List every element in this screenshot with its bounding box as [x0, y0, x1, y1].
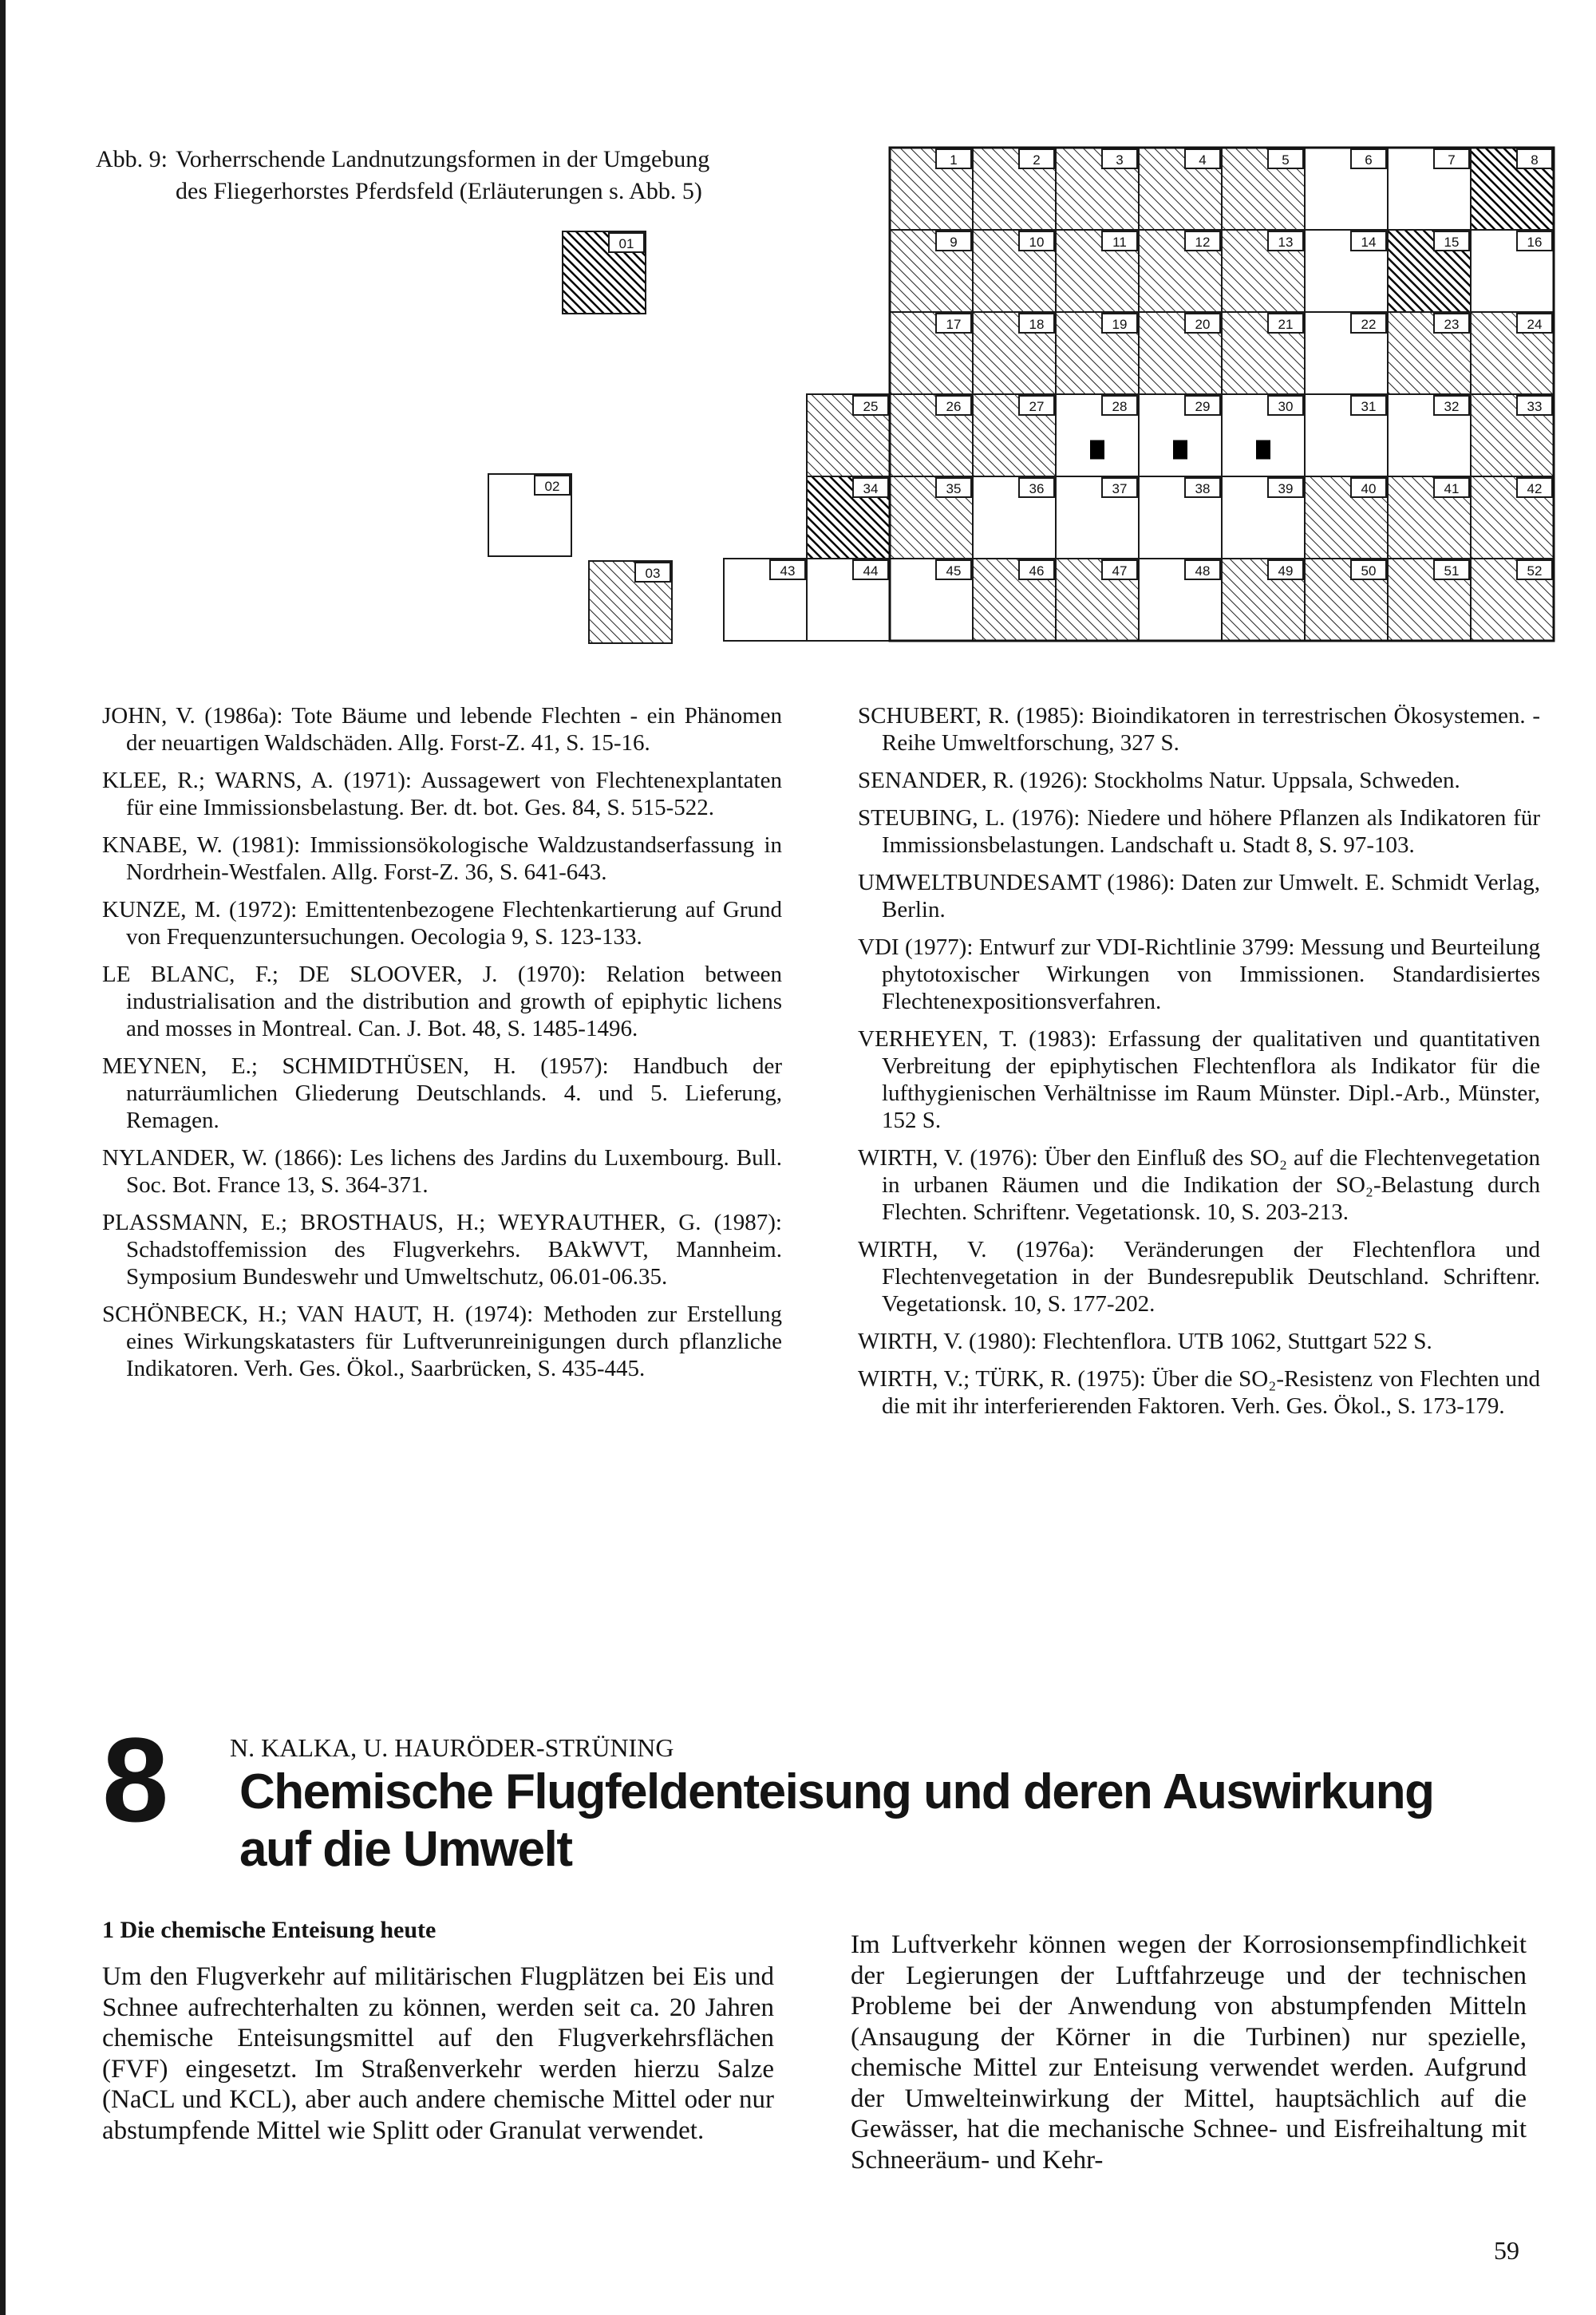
map-cell [589, 561, 672, 643]
map-cell [807, 476, 890, 559]
map-cell-number: 9 [950, 235, 958, 250]
map-cell [1139, 559, 1222, 641]
map-cell-number: 7 [1448, 152, 1456, 168]
map-cell-number: 11 [1112, 235, 1127, 250]
map-cell-number: 34 [863, 481, 879, 496]
map-cell [1056, 230, 1139, 312]
map-cell [1305, 559, 1388, 641]
map-cell-number: 46 [1029, 563, 1045, 579]
reference-entry: SCHUBERT, R. (1985): Bioindikatoren in terrestrischen Ökosystemen. - Reihe Umweltforschung, 327 S. [858, 703, 1540, 756]
map-cell [973, 476, 1056, 559]
reference-entry: NYLANDER, W. (1866): Les lichens des Jardins du Luxembourg. Bull. Soc. Bot. France 13, S. 364-371. [102, 1145, 782, 1198]
reference-entry: WIRTH, V. (1980): Flechtenflora. UTB 1062, Stuttgart 522 S. [858, 1329, 1432, 1354]
reference-entry: VDI (1977): Entwurf zur VDI-Richtlinie 3799: Messung und Beurteilung phytotoxischer Wirkungen von Immissionen. Standardisiertes Flechtenexpositionsverfahren. [858, 934, 1540, 1014]
map-cell-number: 6 [1365, 152, 1373, 168]
map-cell-number: 27 [1029, 399, 1045, 414]
chapter-authors: N. KALKA, U. HAURÖDER-STRÜNING [230, 1733, 674, 1762]
map-cell [890, 312, 973, 394]
map-cell-marker [1173, 440, 1187, 460]
map-cell [1056, 148, 1139, 230]
map-cell [1471, 312, 1554, 394]
reference-entry: MEYNEN, E.; SCHMIDTHÜSEN, H. (1957): Handbuch der naturräumlichen Gliederung Deutschlands. 4. und 5. Lieferung, Remagen. [102, 1053, 782, 1133]
map-cell-number: 45 [946, 563, 962, 579]
map-cell [563, 231, 646, 314]
chapter-title-line-1: Chemische Flugfeldenteisung und deren Auswirkung [239, 1764, 1434, 1819]
reference-entry: STEUBING, L. (1976): Niedere und höhere Pflanzen als Indikatoren für Immissionsbelastungen. Landschaft u. Stadt 8, S. 97-103. [858, 805, 1540, 858]
reference-entry: KUNZE, M. (1972): Emittentenbezogene Flechtenkartierung auf Grund von Frequenzuntersuchungen. Oecologia 9, S. 123-133. [102, 897, 782, 950]
map-cell-number: 35 [946, 481, 962, 496]
map-cell [890, 230, 973, 312]
map-cell [890, 476, 973, 559]
map-cell-number: 22 [1361, 317, 1377, 332]
map-cell [973, 394, 1056, 476]
reference-entry: WIRTH, V.; TÜRK, R. (1975): Über die SO₂-Resistenz von Flechten und die mit ihr interferierenden Faktoren. Verh. Ges. Ökol., S. 173-179. [858, 1366, 1540, 1419]
map-cell [1388, 394, 1471, 476]
map-cell-number: 31 [1361, 399, 1377, 414]
reference-entry: WIRTH, V. (1976): Über den Einfluß des SO₂ auf die Flechtenvegetation in urbanen Räumen und die Indikation der SO₂-Belastung durch Flechten. Schriftenr. Vegetationsk. 10, S. 203-213. [858, 1145, 1540, 1225]
reference-entry: SCHÖNBECK, H.; VAN HAUT, H. (1974): Methoden zur Erstellung eines Wirkungskatasters für Luftverunreinigungen durch pflanzliche Indikatoren. Verh. Ges. Ökol., Saarbrücken, S. 435-445. [102, 1302, 782, 1381]
map-cell-number: 4 [1199, 152, 1207, 168]
map-cell-number: 50 [1361, 563, 1377, 579]
map-cell [1222, 476, 1305, 559]
map-cell-number: 33 [1527, 399, 1543, 414]
chapter-title [239, 1764, 1532, 1878]
map-cell [1388, 230, 1471, 312]
map-cell [807, 559, 890, 641]
map-cell-number: 40 [1361, 481, 1377, 496]
map-cell-number: 41 [1444, 481, 1460, 496]
map-cell [1305, 312, 1388, 394]
map-cell [1222, 230, 1305, 312]
map-cell [973, 559, 1056, 641]
map-cell-number: 15 [1444, 235, 1460, 250]
map-cell [1388, 312, 1471, 394]
map-cell [1471, 230, 1554, 312]
land-use-grid-map [0, 0, 1596, 662]
reference-entry: PLASSMANN, E.; BROSTHAUS, H.; WEYRAUTHER, G. (1987): Schadstoffemission des Flugverkehrs. BAkWVT, Mannheim. Symposium Bundeswehr und Umweltschutz, 06.01-06.35. [102, 1210, 782, 1290]
map-cell [1139, 476, 1222, 559]
map-cell [1388, 476, 1471, 559]
map-cell [1056, 394, 1139, 476]
map-cell-number: 20 [1195, 317, 1211, 332]
map-cell-number: 03 [645, 566, 661, 581]
map-cell-number: 30 [1278, 399, 1294, 414]
map-cell [1056, 476, 1139, 559]
map-cell-number: 37 [1112, 481, 1128, 496]
figure-caption-line-2: des Fliegerhorstes Pferdsfeld (Erläuterungen s. Abb. 5) [176, 178, 702, 204]
map-cell [973, 148, 1056, 230]
map-cell [1471, 476, 1554, 559]
map-cell-number: 36 [1029, 481, 1045, 496]
map-cell-number: 29 [1195, 399, 1211, 414]
map-cell [1056, 559, 1139, 641]
chapter-title-line-2: auf die Umwelt [239, 1822, 572, 1877]
map-cell-number: 25 [863, 399, 879, 414]
references-left-column [102, 702, 782, 1393]
reference-entry: UMWELTBUNDESAMT (1986): Daten zur Umwelt. E. Schmidt Verlag, Berlin. [858, 870, 1540, 922]
map-cell [890, 559, 973, 641]
reference-entry: JOHN, V. (1986a): Tote Bäume und lebende Flechten - ein Phänomen der neuartigen Waldschäden. Allg. Forst-Z. 41, S. 15-16. [102, 703, 782, 756]
map-cell-number: 47 [1112, 563, 1128, 579]
body-paragraph-right: Im Luftverkehr können wegen der Korrosionsempfindlichkeit der Legierungen der Luftfahrzeuge und der technischen Probleme bei der Anwendung von abstumpfenden Mitteln (Ansaugung der Körner in die Turbinen) nur spezielle, chemische Mittel zur Enteisung verwendet werden. Aufgrund der Umwelteinwirkung der Mittel, hauptsächlich auf die Gewässer, hat die mechanische Schnee- und Eisfreihaltung mit Schneeräum- und Kehr- [851, 1930, 1527, 2175]
map-cell-number: 18 [1029, 317, 1045, 332]
map-cell-number: 17 [946, 317, 962, 332]
map-cell [1222, 394, 1305, 476]
map-cell [1139, 394, 1222, 476]
reference-entry: SENANDER, R. (1926): Stockholms Natur. Uppsala, Schweden. [858, 768, 1460, 793]
map-cell-number: 13 [1278, 235, 1294, 250]
references-right-column [858, 702, 1540, 1430]
map-cell-number: 3 [1116, 152, 1124, 168]
map-cell-number: 21 [1278, 317, 1294, 332]
map-cell [890, 148, 973, 230]
map-cell-number: 14 [1361, 235, 1377, 250]
map-cell-marker [1256, 440, 1270, 460]
chapter-number: 8 [102, 1713, 169, 1847]
map-cell-number: 24 [1527, 317, 1543, 332]
map-cell [1139, 148, 1222, 230]
map-cell [1222, 312, 1305, 394]
map-cell [1388, 148, 1471, 230]
map-cell-number: 8 [1531, 152, 1539, 168]
map-cell-number: 48 [1195, 563, 1211, 579]
map-cell [1471, 394, 1554, 476]
map-cell [890, 394, 973, 476]
map-cell-number: 10 [1029, 235, 1045, 250]
map-cell-number: 39 [1278, 481, 1294, 496]
map-cell-number: 2 [1033, 152, 1041, 168]
map-cell [1139, 312, 1222, 394]
map-cell-number: 5 [1282, 152, 1290, 168]
map-cell-number: 02 [544, 479, 560, 494]
map-cell-number: 43 [780, 563, 796, 579]
map-cell [1471, 148, 1554, 230]
map-cell [488, 474, 571, 556]
reference-entry: LE BLANC, F.; DE SLOOVER, J. (1970): Relation between industrialisation and the distribution and growth of epiphytic lichens and mosses in Montreal. Can. J. Bot. 48, S. 1485-1496. [102, 962, 782, 1041]
map-cell [807, 394, 890, 476]
reference-entry: VERHEYEN, T. (1983): Erfassung der qualitativen und quantitativen Verbreitung der epiphytischen Flechtenflora als Indikator für die lufthygienischen Verhältnisse im Raum Münster. Dipl.-Arb., Münster, 152 S. [858, 1026, 1540, 1133]
map-cell [1305, 476, 1388, 559]
map-cell-number: 44 [863, 563, 879, 579]
map-cell [1222, 559, 1305, 641]
map-cell [1305, 148, 1388, 230]
map-cell [1471, 559, 1554, 641]
map-cell-number: 49 [1278, 563, 1294, 579]
map-cell-number: 01 [618, 236, 634, 251]
map-cell-number: 28 [1112, 399, 1128, 414]
map-cell [973, 230, 1056, 312]
map-cell [1305, 230, 1388, 312]
reference-entry: KLEE, R.; WARNS, A. (1971): Aussagewert von Flechtenexplantaten für eine Immissionsbelastung. Ber. dt. bot. Ges. 84, S. 515-522. [102, 768, 782, 820]
map-cell-number: 42 [1527, 481, 1543, 496]
map-cell-number: 26 [946, 399, 962, 414]
figure-caption-line-1: Vorherrschende Landnutzungsformen in der Umgebung [176, 146, 710, 172]
map-cell [1305, 394, 1388, 476]
map-cell-number: 1 [950, 152, 958, 168]
map-cell-number: 23 [1444, 317, 1460, 332]
map-cell-number: 19 [1112, 317, 1128, 332]
page-number: 59 [1494, 2236, 1519, 2265]
map-cell-number: 52 [1527, 563, 1543, 579]
map-cell [1056, 312, 1139, 394]
map-cell [1388, 559, 1471, 641]
figure-label: Abb. 9: [96, 146, 168, 172]
map-cell [724, 559, 807, 641]
reference-entry: WIRTH, V. (1976a): Veränderungen der Flechtenflora und Flechtenvegetation in der Bundesrepublik Deutschland. Schriftenr. Vegetationsk. 10, S. 177-202. [858, 1237, 1540, 1317]
body-paragraph-left: Um den Flugverkehr auf militärischen Flugplätzen bei Eis und Schnee aufrechterhalten zu können, werden seit ca. 20 Jahren chemische Enteisungsmittel auf den Flugverkehrsflächen (FVF) eingesetzt. Im Straßenverkehr werden hierzu Salze (NaCL und KCL), aber auch andere chemische Mittel oder nur abstumpfende Mittel wie Splitt oder Granulat verwendet. [102, 1962, 774, 2145]
map-cell-number: 38 [1195, 481, 1211, 496]
map-cell [1139, 230, 1222, 312]
map-cell-number: 12 [1195, 235, 1211, 250]
map-cell [1222, 148, 1305, 230]
map-cell [973, 312, 1056, 394]
section-heading: 1 Die chemische Enteisung heute [102, 1917, 437, 1943]
reference-entry: KNABE, W. (1981): Immissionsökologische Waldzustandserfassung in Nordrhein-Westfalen. Allg. Forst-Z. 36, S. 641-643. [102, 832, 782, 885]
map-cell-number: 51 [1444, 563, 1460, 579]
map-cell-number: 32 [1444, 399, 1460, 414]
map-cell-number: 16 [1527, 235, 1543, 250]
map-cell-marker [1090, 440, 1104, 460]
